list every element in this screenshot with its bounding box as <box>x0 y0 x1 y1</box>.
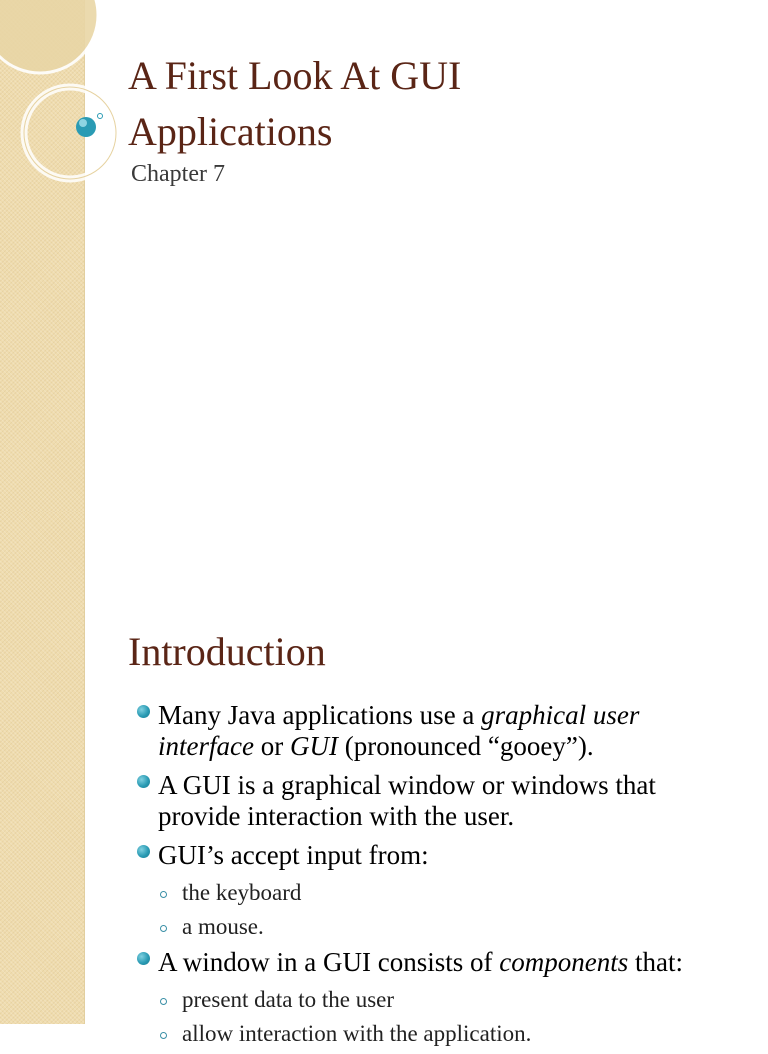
bullet-item <box>136 840 736 871</box>
bullet-emphasis: components <box>499 947 629 977</box>
bullet-text: GUI’s accept input from: <box>158 840 429 870</box>
sub-bullet-text: the keyboard <box>182 880 302 905</box>
bullet-dot-icon <box>137 775 150 788</box>
bullet-dot-icon <box>137 845 150 858</box>
bullet-list <box>136 700 736 1054</box>
title-slide <box>0 0 768 512</box>
sub-bullet-item <box>136 913 736 941</box>
sub-bullet-ring-icon <box>160 1032 167 1039</box>
bullet-emphasis: GUI <box>289 731 338 761</box>
sub-bullet-ring-icon <box>160 925 167 932</box>
bullet-text: A GUI is a graphical window or windows that provide interaction with the user. <box>158 770 656 831</box>
sub-bullet-item <box>136 1020 736 1048</box>
title-line-1: A First Look At GUI <box>128 53 462 98</box>
sub-bullet-text: present data to the user <box>182 987 395 1012</box>
sub-bullet-ring-icon <box>160 891 167 898</box>
bullet-text: or <box>253 731 290 761</box>
bullet-text: Many Java applications use a <box>158 700 482 730</box>
bullet-text: (pronounced “gooey”). <box>337 731 594 761</box>
slide-title <box>128 48 728 160</box>
sub-bullet-text: allow interaction with the application. <box>182 1021 532 1046</box>
bullet-dot-icon <box>137 952 150 965</box>
decorative-circles-icon <box>0 0 120 200</box>
slide-heading: Introduction <box>128 629 326 674</box>
bullet-emphasis: graphical user interface <box>158 700 640 761</box>
sub-bullet-item <box>136 986 736 1014</box>
sub-bullet-ring-icon <box>160 998 167 1005</box>
sub-bullet-item <box>136 879 736 907</box>
bullet-text: A window in a GUI consists of <box>158 947 500 977</box>
bullet-item <box>136 770 736 832</box>
bullet-item <box>136 947 736 978</box>
introduction-slide <box>0 512 768 1046</box>
sub-bullet-text: a mouse. <box>182 914 264 939</box>
slide-subtitle: Chapter 7 <box>131 161 225 187</box>
bullet-item <box>136 700 736 762</box>
bullet-text: that: <box>628 947 683 977</box>
bullet-dot-icon <box>137 705 150 718</box>
title-line-2: Applications <box>128 109 333 154</box>
decorative-sidebar <box>0 512 85 1024</box>
